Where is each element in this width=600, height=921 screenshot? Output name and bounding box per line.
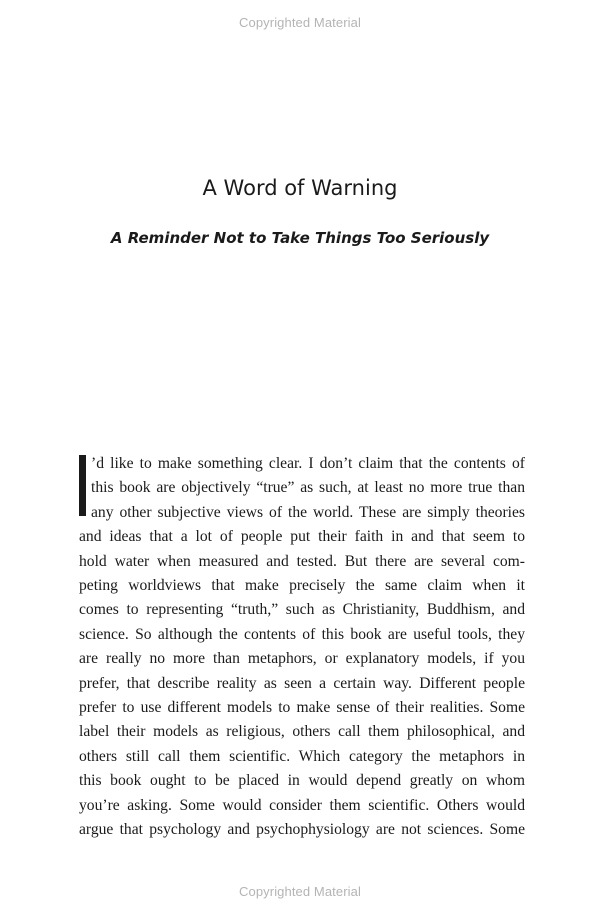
body-line: any other subjective views of the world. These are simply theories	[91, 503, 525, 521]
body-line: comes to representing “truth,” such as Christianity, Buddhism, and	[79, 601, 525, 619]
body-line: science. So although the contents of this book are useful tools, they	[79, 625, 525, 643]
body-line: hold water when measured and tested. But there are several com-	[79, 552, 525, 570]
body-line: others still call them scientific. Which category the metaphors in	[79, 747, 525, 765]
body-line: peting worldviews that make precisely the same claim when it	[79, 577, 525, 595]
body-line: argue that psychology and psychophysiology are not sciences. Some	[79, 821, 525, 839]
body-line: are really no more than metaphors, or explanatory models, if you	[79, 650, 525, 668]
body-line: ’d like to make something clear. I don’t claim that the contents of	[91, 455, 525, 472]
body-line: prefer to use different models to make sense of their realities. Some	[79, 699, 525, 717]
body-line: this book are objectively “true” as such, at least no more true than	[91, 479, 525, 497]
chapter-subtitle: A Reminder Not to Take Things Too Seriously	[110, 229, 490, 247]
body-line: and ideas that a lot of people put their faith in and that seem to	[79, 528, 525, 546]
body-line: label their models as religious, others call them philosophical, and	[79, 723, 525, 741]
body-line: prefer, that describe reality as seen a certain way. Different people	[79, 674, 525, 692]
body-paragraph	[79, 452, 525, 843]
copyright-watermark-bottom: Copyrighted Material	[239, 884, 361, 899]
chapter-title: A Word of Warning	[202, 176, 398, 200]
body-line: this book ought to be placed in would depend greatly on whom	[79, 772, 525, 790]
copyright-watermark-top: Copyrighted Material	[239, 15, 361, 30]
body-line: you’re asking. Some would consider them scientific. Others would	[79, 796, 525, 814]
